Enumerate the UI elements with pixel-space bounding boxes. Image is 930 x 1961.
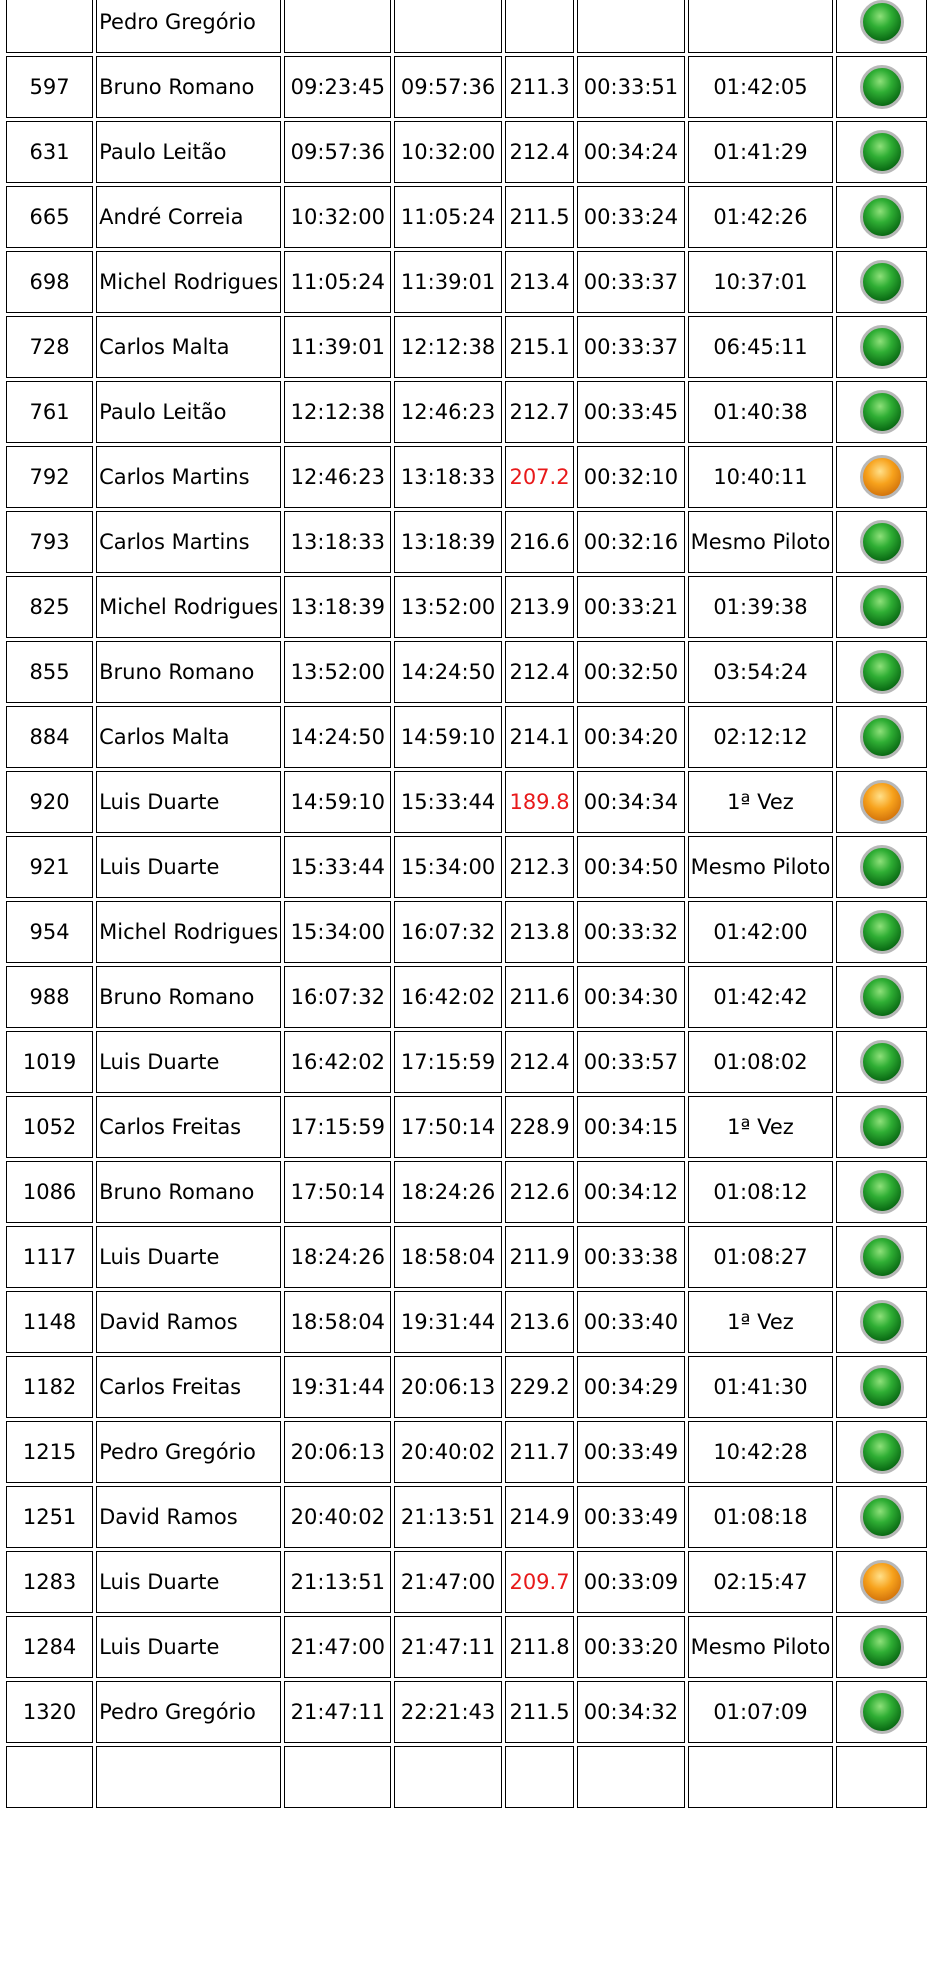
table-row xyxy=(6,1551,927,1613)
gap-cell: 01:08:12 xyxy=(688,1161,834,1223)
start-time-cell: 09:23:45 xyxy=(284,56,391,118)
duration-cell: 00:33:51 xyxy=(577,56,684,118)
end-time-cell: 20:40:02 xyxy=(394,1421,501,1483)
lap-cell: 988 xyxy=(6,966,93,1028)
status-cell xyxy=(836,56,927,118)
table-row xyxy=(6,1161,927,1223)
duration-cell: 00:34:50 xyxy=(577,836,684,898)
lap-cell: 698 xyxy=(6,251,93,313)
lap-cell: 954 xyxy=(6,901,93,963)
status-cell xyxy=(836,1096,927,1158)
end-time-cell: 15:33:44 xyxy=(394,771,501,833)
gap-cell: 01:42:26 xyxy=(688,186,834,248)
driver-cell: Carlos Martins xyxy=(96,511,281,573)
speed-cell: 229.2 xyxy=(505,1356,575,1418)
lap-cell: 1052 xyxy=(6,1096,93,1158)
end-time-cell: 12:12:38 xyxy=(394,316,501,378)
driver-cell: Michel Rodrigues xyxy=(96,901,281,963)
status-cell xyxy=(836,446,927,508)
start-time-cell: 14:59:10 xyxy=(284,771,391,833)
gap-cell: 01:42:05 xyxy=(688,56,834,118)
lap-cell: 1284 xyxy=(6,1616,93,1678)
status-light-orange-icon xyxy=(860,455,904,499)
lap-cell: 793 xyxy=(6,511,93,573)
end-time-cell: 15:34:00 xyxy=(394,836,501,898)
end-time-cell: 22:21:43 xyxy=(394,1681,501,1743)
start-time-cell: 21:47:11 xyxy=(284,1681,391,1743)
status-cell xyxy=(836,1226,927,1288)
start-time-cell: 12:12:38 xyxy=(284,381,391,443)
status-cell xyxy=(836,511,927,573)
start-time-cell: 21:47:00 xyxy=(284,1616,391,1678)
duration-cell: 00:33:21 xyxy=(577,576,684,638)
gap-cell: 01:42:42 xyxy=(688,966,834,1028)
speed-cell: 209.7 xyxy=(505,1551,575,1613)
duration-cell: 00:33:20 xyxy=(577,1616,684,1678)
lap-cell: 631 xyxy=(6,121,93,183)
status-light-green-icon xyxy=(860,1105,904,1149)
speed-cell: 216.6 xyxy=(505,511,575,573)
status-cell xyxy=(836,771,927,833)
driver-cell: Pedro Gregório xyxy=(96,1421,281,1483)
start-time-cell: 12:46:23 xyxy=(284,446,391,508)
lap-cell: 1086 xyxy=(6,1161,93,1223)
driver-cell: Luis Duarte xyxy=(96,1226,281,1288)
start-time-cell: 15:34:00 xyxy=(284,901,391,963)
table-row xyxy=(6,1746,927,1808)
end-time-cell: 18:58:04 xyxy=(394,1226,501,1288)
duration-cell: 00:33:49 xyxy=(577,1421,684,1483)
driver-cell: Bruno Romano xyxy=(96,56,281,118)
status-light-green-icon xyxy=(860,0,904,44)
duration-cell: 00:33:37 xyxy=(577,251,684,313)
status-cell xyxy=(836,576,927,638)
speed-cell: 214.9 xyxy=(505,1486,575,1548)
status-light-green-icon xyxy=(860,1430,904,1474)
driver-cell: David Ramos xyxy=(96,1486,281,1548)
duration-cell: 00:33:40 xyxy=(577,1291,684,1353)
status-cell xyxy=(836,1161,927,1223)
gap-cell: 1ª Vez xyxy=(688,1096,834,1158)
table-row xyxy=(6,0,927,53)
end-time-cell: 13:18:33 xyxy=(394,446,501,508)
gap-cell: 01:42:00 xyxy=(688,901,834,963)
gap-cell: 06:45:11 xyxy=(688,316,834,378)
speed-cell: 214.1 xyxy=(505,706,575,768)
start-time-cell: 17:50:14 xyxy=(284,1161,391,1223)
end-time-cell: 21:47:00 xyxy=(394,1551,501,1613)
driver-cell: Bruno Romano xyxy=(96,641,281,703)
gap-cell: 01:08:27 xyxy=(688,1226,834,1288)
lap-cell: 1019 xyxy=(6,1031,93,1093)
status-light-green-icon xyxy=(860,65,904,109)
gap-cell: 10:37:01 xyxy=(688,251,834,313)
table-row xyxy=(6,1616,927,1678)
status-light-green-icon xyxy=(860,845,904,889)
status-cell xyxy=(836,836,927,898)
driver-cell: Carlos Freitas xyxy=(96,1356,281,1418)
speed-cell: 213.4 xyxy=(505,251,575,313)
driver-cell: Bruno Romano xyxy=(96,1161,281,1223)
duration-cell: 00:33:49 xyxy=(577,1486,684,1548)
status-light-green-icon xyxy=(860,715,904,759)
speed-cell: 211.5 xyxy=(505,1681,575,1743)
duration-cell: 00:33:32 xyxy=(577,901,684,963)
table-row xyxy=(6,966,927,1028)
lap-cell: 1215 xyxy=(6,1421,93,1483)
duration-cell: 00:32:16 xyxy=(577,511,684,573)
end-time-cell: 17:50:14 xyxy=(394,1096,501,1158)
start-time-cell: 13:52:00 xyxy=(284,641,391,703)
lap-cell: 825 xyxy=(6,576,93,638)
duration-cell: 00:34:15 xyxy=(577,1096,684,1158)
duration-cell: 00:34:20 xyxy=(577,706,684,768)
status-light-green-icon xyxy=(860,1235,904,1279)
end-time-cell: 17:15:59 xyxy=(394,1031,501,1093)
lap-cell: 884 xyxy=(6,706,93,768)
speed-cell: 212.4 xyxy=(505,641,575,703)
lap-cell: 761 xyxy=(6,381,93,443)
start-time-cell: 16:07:32 xyxy=(284,966,391,1028)
lap-cell: 665 xyxy=(6,186,93,248)
lap-cell xyxy=(6,1746,93,1808)
end-time-cell: 16:42:02 xyxy=(394,966,501,1028)
start-time-cell: 19:31:44 xyxy=(284,1356,391,1418)
gap-cell: 10:42:28 xyxy=(688,1421,834,1483)
status-cell xyxy=(836,381,927,443)
status-light-green-icon xyxy=(860,1170,904,1214)
status-cell xyxy=(836,1031,927,1093)
status-light-green-icon xyxy=(860,260,904,304)
driver-cell: Pedro Gregório xyxy=(96,1681,281,1743)
stint-table-body xyxy=(6,0,927,1808)
speed-cell: 213.8 xyxy=(505,901,575,963)
lap-cell xyxy=(6,0,93,53)
gap-cell: 01:07:09 xyxy=(688,1681,834,1743)
duration-cell: 00:34:30 xyxy=(577,966,684,1028)
status-light-green-icon xyxy=(860,1690,904,1734)
duration-cell: 00:34:29 xyxy=(577,1356,684,1418)
start-time-cell: 21:13:51 xyxy=(284,1551,391,1613)
status-light-green-icon xyxy=(860,195,904,239)
status-light-green-icon xyxy=(860,585,904,629)
driver-cell xyxy=(96,1746,281,1808)
speed-cell: 189.8 xyxy=(505,771,575,833)
duration-cell: 00:33:57 xyxy=(577,1031,684,1093)
gap-cell xyxy=(688,1746,834,1808)
start-time-cell: 13:18:33 xyxy=(284,511,391,573)
status-cell xyxy=(836,1681,927,1743)
table-row xyxy=(6,1421,927,1483)
speed-cell: 212.4 xyxy=(505,1031,575,1093)
start-time-cell xyxy=(284,1746,391,1808)
speed-cell: 211.7 xyxy=(505,1421,575,1483)
end-time-cell: 13:18:39 xyxy=(394,511,501,573)
driver-cell: Luis Duarte xyxy=(96,1551,281,1613)
end-time-cell: 19:31:44 xyxy=(394,1291,501,1353)
end-time-cell: 10:32:00 xyxy=(394,121,501,183)
status-light-green-icon xyxy=(860,975,904,1019)
status-light-green-icon xyxy=(860,520,904,564)
duration-cell: 00:34:12 xyxy=(577,1161,684,1223)
duration-cell: 00:34:32 xyxy=(577,1681,684,1743)
table-row xyxy=(6,56,927,118)
status-light-green-icon xyxy=(860,650,904,694)
stint-table xyxy=(3,0,930,1811)
duration-cell: 00:34:34 xyxy=(577,771,684,833)
speed-cell: 211.9 xyxy=(505,1226,575,1288)
end-time-cell: 21:13:51 xyxy=(394,1486,501,1548)
end-time-cell xyxy=(394,1746,501,1808)
status-cell xyxy=(836,901,927,963)
end-time-cell: 21:47:11 xyxy=(394,1616,501,1678)
lap-cell: 920 xyxy=(6,771,93,833)
gap-cell: Mesmo Piloto xyxy=(688,511,834,573)
lap-cell: 597 xyxy=(6,56,93,118)
driver-cell: Paulo Leitão xyxy=(96,381,281,443)
table-row xyxy=(6,1356,927,1418)
table-row xyxy=(6,1291,927,1353)
table-row xyxy=(6,836,927,898)
gap-cell: Mesmo Piloto xyxy=(688,836,834,898)
speed-cell xyxy=(505,0,575,53)
table-row xyxy=(6,901,927,963)
start-time-cell: 15:33:44 xyxy=(284,836,391,898)
end-time-cell: 16:07:32 xyxy=(394,901,501,963)
start-time-cell xyxy=(284,0,391,53)
lap-cell: 1182 xyxy=(6,1356,93,1418)
start-time-cell: 11:39:01 xyxy=(284,316,391,378)
speed-cell: 207.2 xyxy=(505,446,575,508)
status-cell xyxy=(836,121,927,183)
status-cell xyxy=(836,0,927,53)
end-time-cell: 09:57:36 xyxy=(394,56,501,118)
start-time-cell: 11:05:24 xyxy=(284,251,391,313)
speed-cell: 212.7 xyxy=(505,381,575,443)
driver-cell: André Correia xyxy=(96,186,281,248)
duration-cell: 00:32:50 xyxy=(577,641,684,703)
gap-cell: 01:08:02 xyxy=(688,1031,834,1093)
lap-cell: 1251 xyxy=(6,1486,93,1548)
driver-cell: Paulo Leitão xyxy=(96,121,281,183)
driver-cell: Pedro Gregório xyxy=(96,0,281,53)
table-row xyxy=(6,706,927,768)
driver-cell: Michel Rodrigues xyxy=(96,576,281,638)
gap-cell: Mesmo Piloto xyxy=(688,1616,834,1678)
start-time-cell: 16:42:02 xyxy=(284,1031,391,1093)
lap-cell: 792 xyxy=(6,446,93,508)
speed-cell: 211.6 xyxy=(505,966,575,1028)
gap-cell: 02:12:12 xyxy=(688,706,834,768)
table-row xyxy=(6,251,927,313)
table-row xyxy=(6,121,927,183)
driver-cell: Bruno Romano xyxy=(96,966,281,1028)
end-time-cell: 14:24:50 xyxy=(394,641,501,703)
driver-cell: Carlos Malta xyxy=(96,706,281,768)
speed-cell: 213.9 xyxy=(505,576,575,638)
lap-cell: 1283 xyxy=(6,1551,93,1613)
start-time-cell: 20:06:13 xyxy=(284,1421,391,1483)
start-time-cell: 13:18:39 xyxy=(284,576,391,638)
status-cell xyxy=(836,1356,927,1418)
start-time-cell: 20:40:02 xyxy=(284,1486,391,1548)
gap-cell xyxy=(688,0,834,53)
gap-cell: 1ª Vez xyxy=(688,1291,834,1353)
status-cell xyxy=(836,706,927,768)
table-row xyxy=(6,1486,927,1548)
status-cell xyxy=(836,1421,927,1483)
status-light-green-icon xyxy=(860,390,904,434)
table-row xyxy=(6,771,927,833)
table-row xyxy=(6,576,927,638)
status-light-orange-icon xyxy=(860,1560,904,1604)
duration-cell: 00:33:37 xyxy=(577,316,684,378)
driver-cell: Carlos Freitas xyxy=(96,1096,281,1158)
speed-cell xyxy=(505,1746,575,1808)
status-cell xyxy=(836,186,927,248)
status-light-orange-icon xyxy=(860,780,904,824)
speed-cell: 215.1 xyxy=(505,316,575,378)
lap-cell: 921 xyxy=(6,836,93,898)
table-row xyxy=(6,316,927,378)
driver-cell: Luis Duarte xyxy=(96,1031,281,1093)
status-light-green-icon xyxy=(860,1625,904,1669)
status-cell xyxy=(836,1551,927,1613)
status-light-green-icon xyxy=(860,325,904,369)
driver-cell: Luis Duarte xyxy=(96,836,281,898)
end-time-cell: 11:39:01 xyxy=(394,251,501,313)
start-time-cell: 14:24:50 xyxy=(284,706,391,768)
lap-cell: 1148 xyxy=(6,1291,93,1353)
end-time-cell: 11:05:24 xyxy=(394,186,501,248)
status-cell xyxy=(836,316,927,378)
status-cell xyxy=(836,1486,927,1548)
start-time-cell: 18:24:26 xyxy=(284,1226,391,1288)
gap-cell: 01:41:30 xyxy=(688,1356,834,1418)
duration-cell xyxy=(577,1746,684,1808)
speed-cell: 228.9 xyxy=(505,1096,575,1158)
status-cell xyxy=(836,1746,927,1808)
gap-cell: 10:40:11 xyxy=(688,446,834,508)
gap-cell: 03:54:24 xyxy=(688,641,834,703)
lap-cell: 728 xyxy=(6,316,93,378)
status-cell xyxy=(836,641,927,703)
gap-cell: 01:39:38 xyxy=(688,576,834,638)
end-time-cell xyxy=(394,0,501,53)
driver-cell: David Ramos xyxy=(96,1291,281,1353)
duration-cell: 00:32:10 xyxy=(577,446,684,508)
status-light-green-icon xyxy=(860,910,904,954)
speed-cell: 211.5 xyxy=(505,186,575,248)
status-light-green-icon xyxy=(860,1300,904,1344)
duration-cell: 00:33:38 xyxy=(577,1226,684,1288)
start-time-cell: 09:57:36 xyxy=(284,121,391,183)
driver-cell: Carlos Malta xyxy=(96,316,281,378)
table-row xyxy=(6,1096,927,1158)
driver-cell: Michel Rodrigues xyxy=(96,251,281,313)
end-time-cell: 12:46:23 xyxy=(394,381,501,443)
status-cell xyxy=(836,966,927,1028)
speed-cell: 211.8 xyxy=(505,1616,575,1678)
start-time-cell: 10:32:00 xyxy=(284,186,391,248)
table-row xyxy=(6,186,927,248)
gap-cell: 1ª Vez xyxy=(688,771,834,833)
speed-cell: 212.6 xyxy=(505,1161,575,1223)
duration-cell: 00:34:24 xyxy=(577,121,684,183)
lap-cell: 1117 xyxy=(6,1226,93,1288)
status-light-green-icon xyxy=(860,1365,904,1409)
end-time-cell: 14:59:10 xyxy=(394,706,501,768)
status-cell xyxy=(836,1616,927,1678)
speed-cell: 211.3 xyxy=(505,56,575,118)
start-time-cell: 17:15:59 xyxy=(284,1096,391,1158)
gap-cell: 01:40:38 xyxy=(688,381,834,443)
status-light-green-icon xyxy=(860,1495,904,1539)
start-time-cell: 18:58:04 xyxy=(284,1291,391,1353)
duration-cell: 00:33:09 xyxy=(577,1551,684,1613)
status-light-green-icon xyxy=(860,130,904,174)
duration-cell xyxy=(577,0,684,53)
table-row xyxy=(6,1681,927,1743)
speed-cell: 212.4 xyxy=(505,121,575,183)
driver-cell: Luis Duarte xyxy=(96,1616,281,1678)
end-time-cell: 20:06:13 xyxy=(394,1356,501,1418)
driver-cell: Luis Duarte xyxy=(96,771,281,833)
table-row xyxy=(6,446,927,508)
table-row xyxy=(6,1031,927,1093)
status-light-green-icon xyxy=(860,1040,904,1084)
duration-cell: 00:33:45 xyxy=(577,381,684,443)
gap-cell: 02:15:47 xyxy=(688,1551,834,1613)
table-row xyxy=(6,641,927,703)
end-time-cell: 13:52:00 xyxy=(394,576,501,638)
lap-cell: 855 xyxy=(6,641,93,703)
status-cell xyxy=(836,1291,927,1353)
gap-cell: 01:41:29 xyxy=(688,121,834,183)
table-row xyxy=(6,511,927,573)
speed-cell: 213.6 xyxy=(505,1291,575,1353)
end-time-cell: 18:24:26 xyxy=(394,1161,501,1223)
speed-cell: 212.3 xyxy=(505,836,575,898)
table-row xyxy=(6,381,927,443)
gap-cell: 01:08:18 xyxy=(688,1486,834,1548)
status-cell xyxy=(836,251,927,313)
table-row xyxy=(6,1226,927,1288)
duration-cell: 00:33:24 xyxy=(577,186,684,248)
driver-cell: Carlos Martins xyxy=(96,446,281,508)
lap-cell: 1320 xyxy=(6,1681,93,1743)
